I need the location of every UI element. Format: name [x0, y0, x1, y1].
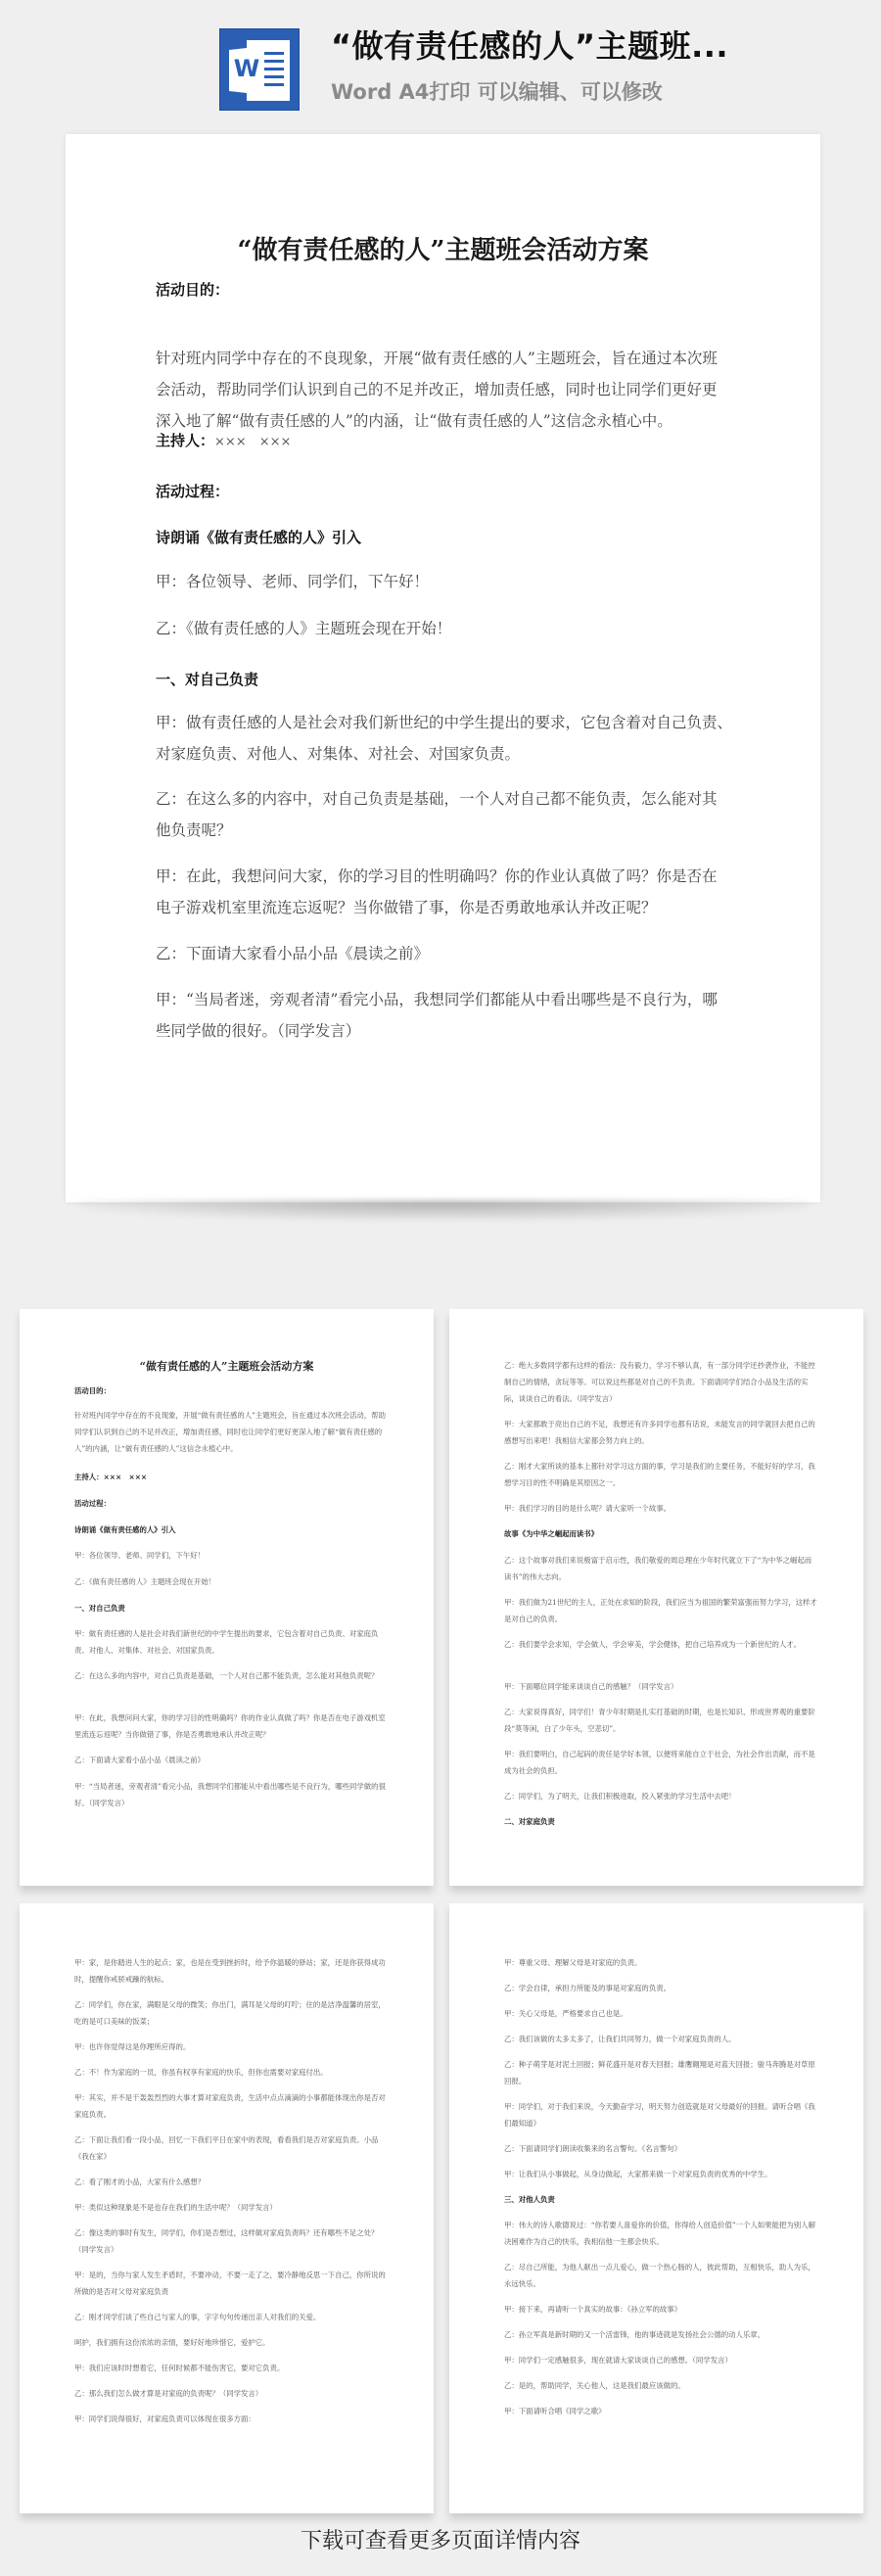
thumbnail-page-3[interactable]	[20, 1903, 434, 2513]
thumb-paragraph: 乙：刚才大家所谈的基本上都针对学习这方面的事，学习是我们的主要任务，不能好好的学习，我想学习目的性不明确是其原因之一。	[504, 1462, 815, 1487]
thumb-paragraph: 乙：种子萌芽是对泥土回报；鲜花盛开是对春天回报；雄鹰翱翔是对蓝天回报；骏马奔腾是对草原回报。	[504, 2060, 815, 2085]
thumb-paragraph: 甲：是的，当你与家人发生矛盾时，不要冲动，不要一走了之，要冷静地反思一下自己，你所说的所做的是否对父母对家庭负责	[74, 2271, 386, 2296]
host-label: 主持人：	[156, 432, 215, 449]
thumb-title: “做有责任感的人”主题班会活动方案	[139, 1360, 314, 1373]
thumb-paragraph: 诗朗诵《做有责任感的人》引入	[74, 1525, 176, 1534]
paragraph: 甲：在此，我想问问大家，你的学习目的性明确吗？你的作业认真做了吗？你是否在	[156, 867, 718, 885]
thumb-paragraph: 乙：学会自律，承担力所能及的事是对家庭的负责。	[504, 1984, 671, 1992]
host-row	[156, 430, 733, 450]
host-value: ××× ×××	[214, 435, 292, 449]
thumb-paragraph: 甲：类似这种现象是不是也存在我们的生活中呢？（同学发言）	[74, 2203, 277, 2212]
thumbnail-page-2[interactable]	[449, 1309, 863, 1886]
document-subtitle: Word A4打印 可以编辑、可以修改	[331, 80, 663, 104]
thumb-paragraph: 活动过程：	[74, 1499, 111, 1508]
header	[0, 0, 881, 117]
paragraph: 乙：下面请大家看小品小品《晨读之前》	[156, 945, 430, 962]
thumb-paragraph: 乙：那么我们怎么做才算是对家庭的负责呢？（同学发言）	[74, 2389, 263, 2398]
thumb-paragraph: 甲：也许你觉得这是你理所应得的。	[74, 2042, 191, 2051]
thumb-paragraph: 甲：大家都敢于亮出自己的不足，我想还有许多同学也都有话说，未能发言的同学就回去把自己的感想写出来吧！我相信大家都会努力向上的。	[504, 1420, 815, 1445]
thumb-paragraph: 乙：下面请同学们朗读收集来的名言警句。《名言警句》	[504, 2144, 682, 2153]
purpose-line: 针对班内同学中存在的不良现象，开展“做有责任感的人”主题班会，旨在通过本次班	[156, 350, 718, 367]
thumb-paragraph: 乙：刚才同学们谈了些自己与家人的事，字字句句传递出亲人对我们的关爱。	[74, 2313, 321, 2321]
paragraph: 对家庭负责、对他人、对集体、对社会、对国家负责。	[156, 745, 521, 763]
thumb-paragraph: 乙：是的，帮助同学，关心他人，这是我们最应该做的。	[504, 2381, 685, 2390]
thumb-paragraph: 乙：大家说得真好，同学们！青少年时期是扎实打基础的时期，也是长知识、形成世界观的重要阶段“莫等闲，白了少年头，空悲切”。	[504, 1708, 815, 1733]
section-heading: 一、对自己负责	[156, 671, 259, 688]
intro-heading: 诗朗诵《做有责任感的人》引入	[156, 529, 362, 546]
paragraph: 甲：“当局者迷，旁观者清”看完小品，我想同学们都能从中看出哪些是不良行为，哪	[156, 991, 718, 1008]
thumb-paragraph: 甲：同学们说得很好，对家庭负责可以体现在很多方面：	[74, 2414, 255, 2423]
thumb-paragraph: 甲：接下来，再请听一个真实的故事：《孙立军的故事》	[504, 2305, 682, 2314]
thumb-paragraph: 二、对家庭负责	[504, 1817, 555, 1826]
thumb-paragraph: 甲：家，是你踏进人生的起点；家，也是在受到挫折时，给予你温暖的驿站；家，还是你获得成功时，提醒你戒骄戒躁的航标。	[74, 1958, 386, 1984]
thumb-paragraph: 甲：我们学习的目的是什么呢？请大家听一个故事。	[504, 1504, 671, 1513]
thumb-paragraph: 乙：下面请大家看小品小品《晨读之前》	[74, 1756, 206, 1764]
thumb-paragraph: 乙：孙立军真是新时期的又一个活雷锋，他的事迹就是发扬社会公德的动人乐章。	[504, 2330, 765, 2339]
purpose-line: 深入地了解“做有责任感的人”的内涵，让“做有责任感的人”这信念永植心中。	[156, 412, 672, 430]
thumb-paragraph: 甲：其实，并不是干轰轰烈烈的大事才算对家庭负责，生活中点点滴滴的小事都能体现出你是否对家庭负责。	[74, 2093, 386, 2119]
main-page-preview	[66, 134, 820, 1202]
paragraph: 甲：各位领导、老师、同学们，下午好！	[156, 573, 430, 590]
thumb-paragraph: 乙：同学们，你在家，满眼是父母的微笑；你出门，满耳是父母的叮咛；住的是洁净温馨的居室，吃的是可口美味的饭菜；	[74, 2000, 386, 2026]
paragraph: 乙：《做有责任感的人》主题班会现在开始！	[156, 620, 452, 637]
thumb-paragraph: 甲：“当局者迷，旁观者清”看完小品，我想同学们都能从中看出哪些是不良行为，哪些同学做的很好。（同学发言）	[74, 1782, 386, 1807]
thumb-paragraph: 针对班内同学中存在的不良现象，开展“做有责任感的人”主题班会，旨在通过本次班会活动，帮助同学们认识到自己的不足并改正，增加责任感，同时也让同学们更好更深入地了解“做有责任感的人”的内涵，让“做有责任感的人”这信念永植心中。	[74, 1411, 386, 1453]
thumb-paragraph: 甲：各位领导、老师、同学们，下午好！	[74, 1551, 206, 1560]
main-doc-title: “做有责任感的人”主题班会活动方案	[237, 236, 649, 265]
thumb-paragraph: 甲：下面请听合唱《同学之歌》	[504, 2407, 606, 2415]
paragraph: 甲：做有责任感的人是社会对我们新世纪的中学生提出的要求，它包含着对自己负责、	[156, 714, 733, 731]
thumb-paragraph: 乙：看了刚才的小品，大家有什么感想？	[74, 2178, 206, 2186]
document-title: “做有责任感的人”主题班...	[331, 27, 729, 65]
thumb-paragraph: 乙：这个故事对我们来说极富于启示性，我们敬爱的周总理在少年时代就立下了“为中华之崛起而读书”的伟大志向。	[504, 1556, 812, 1581]
thumb-paragraph: 三、对他人负责	[504, 2195, 555, 2204]
download-more-link[interactable]: 下载可查看更多页面详情内容	[300, 2529, 580, 2553]
thumb-paragraph: 故事《为中华之崛起而读书》	[504, 1529, 599, 1538]
thumb-paragraph: 乙：《做有责任感的人》主题班会现在开始！	[74, 1577, 216, 1586]
thumb-paragraph: 甲：同学们，对于我们来说，今天勤奋学习，明天努力创造就是对父母最好的回报。请听合唱《我们最知道》	[504, 2102, 815, 2128]
thumb-paragraph: 乙：不！作为家庭的一员，你虽有权享有家庭的快乐，但你也需要对家庭付出。	[74, 2068, 328, 2077]
paragraph: 乙：在这么多的内容中，对自己负责是基础，一个人对自己都不能负责，怎么能对其	[156, 790, 718, 808]
thumb-paragraph: 乙：绝大多数同学都有这样的看法：没有毅力，学习不够认真，有一部分同学还抄袭作业，不能控制自己的情绪，贪玩等等。可以说这些都是对自己的不负责。下面请同学们结合小品及生活的实际，谈谈自己的看法。（同学发言）	[504, 1361, 815, 1403]
thumb-paragraph: 乙：在这么多的内容中，对自己负责是基础，一个人对自己都不能负责，怎么能对其他负责呢？	[74, 1671, 379, 1680]
thumb-paragraph: 甲：我们做为21世纪的主人，正处在求知的阶段，我们应当为祖国的繁荣富强而努力学习，这样才是对自己的负责。	[504, 1598, 817, 1623]
thumb-paragraph: 甲：关心父母是，严格要求自己也是。	[504, 2009, 627, 2018]
thumb-paragraph: 乙：我们该做的太多太多了，让我们共同努力，做一个对家庭负责的人。	[504, 2035, 736, 2043]
thumb-paragraph: 乙：像这类的事时有发生，同学们，你们是否想过，这样做对家庭负责吗？还有哪些不足之处？（同学发言）	[74, 2228, 379, 2254]
thumb-paragraph: 呵护，我们拥有这份浓浓的亲情，要好好地珍惜它，爱护它。	[74, 2338, 270, 2347]
thumb-paragraph: 一、对自己负责	[74, 1604, 125, 1613]
thumbnail-page-4[interactable]	[449, 1903, 863, 2513]
word-icon-letter: W	[233, 55, 260, 82]
thumb-paragraph: 甲：同学们一定感触很多，现在就请大家谈谈自己的感想。（同学发言）	[504, 2356, 732, 2365]
thumb-paragraph: 乙：下面让我们看一段小品，回忆一下我们平日在家中的表现，看看我们是否对家庭负责。小品《我在家》	[74, 2135, 379, 2161]
thumbnail-page-1[interactable]	[20, 1309, 434, 1886]
paragraph: 些同学做的很好。（同学发言）	[156, 1022, 361, 1040]
thumb-paragraph: 乙：同学们，为了明天，让我们积极进取，投入紧张的学习生活中去吧！	[504, 1792, 736, 1801]
thumb-paragraph: 主持人：××× ×××	[74, 1473, 148, 1481]
thumb-paragraph: 甲：我们要明白，自己起码的责任是学好本领，以便将来能自立于社会，为社会作出贡献，而不是成为社会的负担。	[504, 1750, 815, 1775]
word-doc-icon	[219, 28, 300, 111]
thumb-paragraph: 甲：下面哪位同学能来谈谈自己的感触？（同学发言）	[504, 1682, 678, 1691]
thumb-paragraph: 甲：尊重父母、理解父母是对家庭的负责。	[504, 1958, 642, 1967]
thumb-paragraph: 甲：在此，我想问问大家，你的学习目的性明确吗？你的作业认真做了吗？你是否在电子游戏机室里流连忘返呢？当你做错了事，你是否勇敢地承认并改正呢？	[74, 1713, 386, 1739]
thumb-paragraph: 甲：让我们从小事做起，从身边做起，大家都来做一个对家庭负责的优秀的中学生。	[504, 2170, 772, 2178]
page-shadow	[78, 1200, 808, 1220]
thumb-paragraph: 活动目的：	[74, 1386, 111, 1395]
thumb-paragraph: 甲：我们应该时时想着它，任何时候都不能伤害它，要对它负责。	[74, 2364, 285, 2372]
process-heading: 活动过程：	[156, 483, 230, 500]
paragraph: 电子游戏机室里流连忘返呢？当你做错了事，你是否勇敢地承认并改正呢？	[156, 899, 657, 916]
thumb-paragraph: 甲：做有责任感的人是社会对我们新世纪的中学生提出的要求，它包含着对自己负责、对家庭负责、对他人、对集体、对社会、对国家负责。	[74, 1629, 379, 1655]
thumb-paragraph: 乙：我们要学会求知，学会做人，学会审美，学会健体，把自己培养成为一个新世纪的人才。	[504, 1640, 802, 1649]
purpose-line: 会活动，帮助同学们认识到自己的不足并改正，增加责任感，同时也让同学们更好更	[156, 381, 718, 398]
thumb-paragraph: 乙：尽自己所能，为他人献出一点儿爱心，做一个热心肠的人，彼此帮助，互相快乐，助人为乐，永远快乐。	[504, 2263, 815, 2288]
purpose-heading: 活动目的：	[156, 281, 230, 299]
paragraph: 他负责呢？	[156, 821, 232, 839]
thumb-paragraph: 甲：伟大的诗人歌德说过：“你若要人喜爱你的价值，你得给人创造价值”一个人如果能把为别人解决困难作为自己的快乐，我相信他一生都会快乐。	[504, 2221, 815, 2246]
